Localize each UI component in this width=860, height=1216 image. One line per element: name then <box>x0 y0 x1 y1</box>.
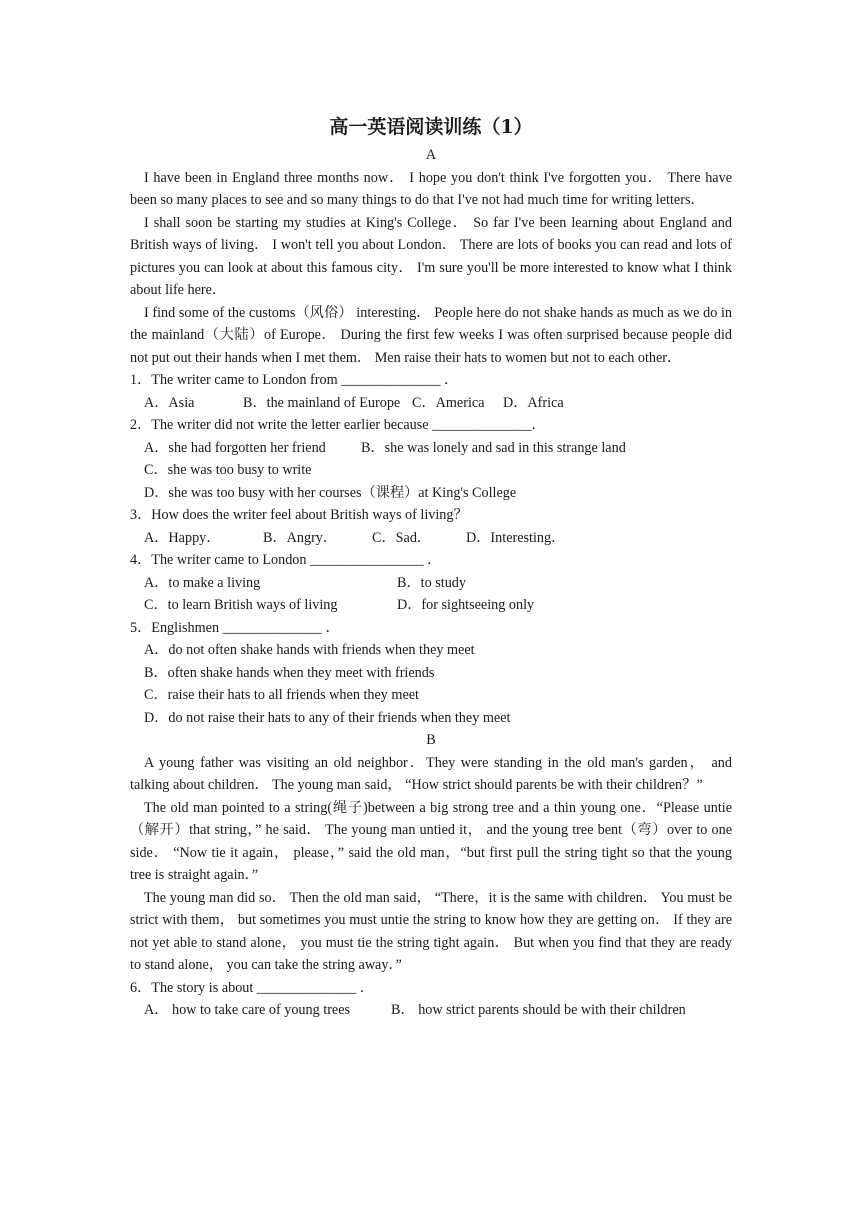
option: B．the mainland of Europe <box>243 394 401 411</box>
option: C．America <box>412 394 485 411</box>
option: C．raise their hats to all friends when they meet <box>144 687 420 703</box>
question-1-options <box>130 392 732 415</box>
option: B．Angry． <box>263 529 338 546</box>
question-3-options <box>130 527 732 550</box>
page-title: 高一英语阅读训练（1） <box>329 116 533 138</box>
question-3: 3．How does the writer feel about British ways of living？ <box>130 507 468 523</box>
passage-a-paragraph-2: I shall soon be starting my studies at King's College． So far I've been learning about England and British ways of living． I won't tell you about London． There are lots of books you can read and lots of pictures you can look at about this famous city． I'm sure you'll be more interested to know what I think about life here． <box>130 214 732 298</box>
option: C．she was too busy to write <box>144 462 312 478</box>
question-2: 2．The writer did not write the letter earlier because ______________． <box>130 417 546 433</box>
worksheet-page <box>130 112 732 1022</box>
option: A． how to take care of young trees <box>144 1002 351 1018</box>
question-6-options <box>130 999 732 1022</box>
option: B．she was lonely and sad in this strange land <box>361 439 626 456</box>
option: C．Sad． <box>372 529 432 546</box>
option: A．do not often shake hands with friends when they meet <box>144 642 475 658</box>
passage-a-paragraph-3: I find some of the customs（风俗） interesting． People here do not shake hands as much as we do in the mainland（大陆）of Europe． During the first few weeks I was often surprised because people did not put out their hands when I met them． Men raise their hats to women but not to each other． <box>130 304 732 366</box>
option: A．Happy． <box>144 529 221 546</box>
passage-a-paragraph-1: I have been in England three months now． I hope you don't think I've forgotten you． There have been so many places to see and so many things to do that I've not had much time for writing letters． <box>130 169 732 208</box>
question-6: 6．The story is about ______________ ． <box>130 979 374 996</box>
question-4-options-row-2 <box>130 594 732 617</box>
option: B． how strict parents should be with their children <box>391 1002 686 1018</box>
option: D．Interesting． <box>466 529 566 546</box>
section-b-heading: B <box>426 732 436 748</box>
passage-b-paragraph-3: The young man did so． Then the old man said， “There，it is the same with children． You must be strict with them， but sometimes you must untie the string to know how they are getting on． If they are not yet able to stand alone， you must tie the string tight again． But when you find that they are ready to stand alone， you can take the string away．” <box>130 889 732 973</box>
option: C．to learn British ways of living <box>144 597 338 613</box>
option: B．often shake hands when they meet with friends <box>144 664 435 681</box>
question-4: 4．The writer came to London ________________ ． <box>130 552 442 568</box>
option: A．Asia <box>144 394 195 411</box>
question-1: 1．The writer came to London from ______________ ． <box>130 372 459 388</box>
option: D．Africa <box>503 394 564 411</box>
option: D．she was too busy with her courses（课程）at King's College <box>144 484 517 501</box>
option: A．she had forgotten her friend <box>144 439 326 456</box>
option: D．for sightseeing only <box>397 597 535 613</box>
option: B．to study <box>397 574 466 591</box>
option: D．do not raise their hats to any of their friends when they meet <box>144 709 511 726</box>
question-4-options-row-1 <box>130 572 732 595</box>
question-2-options-row <box>130 437 732 460</box>
question-5: 5．Englishmen ______________ ． <box>130 619 340 636</box>
passage-b-paragraph-2: The old man pointed to a string(绳子)between a big strong tree and a thin young one．“Please untie（解开）that string，” he said． The young man untied it， and the young tree bent（弯）over to one side． “Now tie it again， please，” said the old man，“but first pull the string tight so that the young tree is straight again．” <box>130 799 732 883</box>
section-a-heading: A <box>425 147 437 163</box>
passage-b-paragraph-1: A young father was visiting an old neighbor．They were standing in the old man's garden， and talking about children． The young man said， “How strict should parents be with their children？” <box>130 754 732 793</box>
option: A．to make a living <box>144 574 261 591</box>
